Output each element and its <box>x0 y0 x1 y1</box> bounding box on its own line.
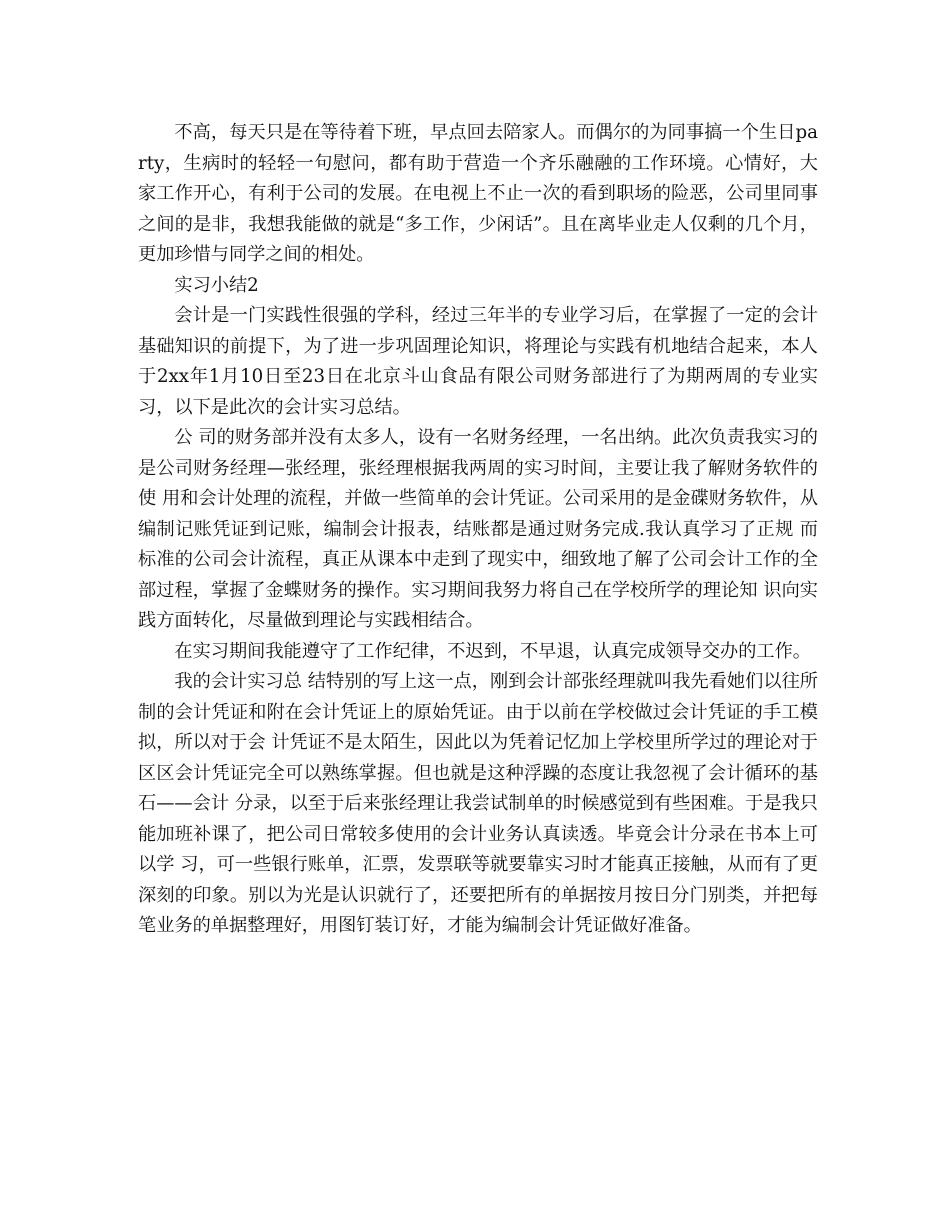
paragraph-finance-department: 公 司的财务部并没有太多人，设有一名财务经理，一名出纳。此次负责我实习的是公司财务经理—张经理，张经理根据我两周的实习时间，主要让我了解财务软件的使 用和会计处理的流程，并做一些简单的会计凭证。公司采用的是金碟财务软件，从编制记账凭证到记账，编制会计报表，结账都是通过财务完成.我认真学习了正规 而标准的公司会计流程，真正从课本中走到了现实中，细致地了解了公司会计工作的全部过程，掌握了金蝶财务的操作。实习期间我努力将自己在学校所学的理论知 识向实践方面转化，尽量做到理论与实践相结合。 <box>138 427 818 631</box>
paragraph-vouchers: 我的会计实习总 结特别的写上这一点，刚到会计部张经理就叫我先看她们以往所制的会计凭证和附在会计凭证上的原始凭证。由于以前在学校做过会计凭证的手工模拟，所以对于会 计凭证不是太陌生，因此以为凭着记忆加上学校里所学过的理论对于区区会计凭证完全可以熟练掌握。但也就是这种浮躁的态度让我忽视了会计循环的基石——会计 分录，以至于后来张经理让我尝试制单的时候感觉到有些困难。于是我只能加班补课了，把公司日常较多使用的会计业务认真读透。毕竟会计分录在书本上可以学 习，可一些银行账单，汇票，发票联等就要靠实习时才能真正接触，从而有了更深刻的印象。别以为光是认识就行了，还要把所有的单据按月按日分门别类，并把每 笔业务的单据整理好，用图钉装订好，才能为编制会计凭证做好准备。 <box>138 671 818 936</box>
document-page <box>138 118 818 942</box>
paragraph-closing-previous: 不高，每天只是在等待着下班，早点回去陪家人。而偶尔的为同事搞一个生日party，生病时的轻轻一句慰问，都有助于营造一个齐乐融融的工作环境。心情好，大家工作开心，有利于公司的发展。在电视上不止一次的看到职场的险恶，公司里同事之间的是非，我想我能做的就是“多工作，少闲话”。且在离毕业走人仅剩的几个月，更加珍惜与同学之间的相处。 <box>138 122 818 265</box>
paragraph-intro: 会计是一门实践性很强的学科，经过三年半的专业学习后，在掌握了一定的会计基础知识的前提下，为了进一步巩固理论知识，将理论与实践有机地结合起来，本人于2xx年1月10日至23日在北京斗山食品有限公司财务部进行了为期两周的专业实习，以下是此次的会计实习总结。 <box>138 305 818 418</box>
section-heading: 实习小结2 <box>174 274 259 296</box>
paragraph-discipline: 在实习期间我能遵守了工作纪律，不迟到，不早退，认真完成领导交办的工作。 <box>174 640 811 662</box>
